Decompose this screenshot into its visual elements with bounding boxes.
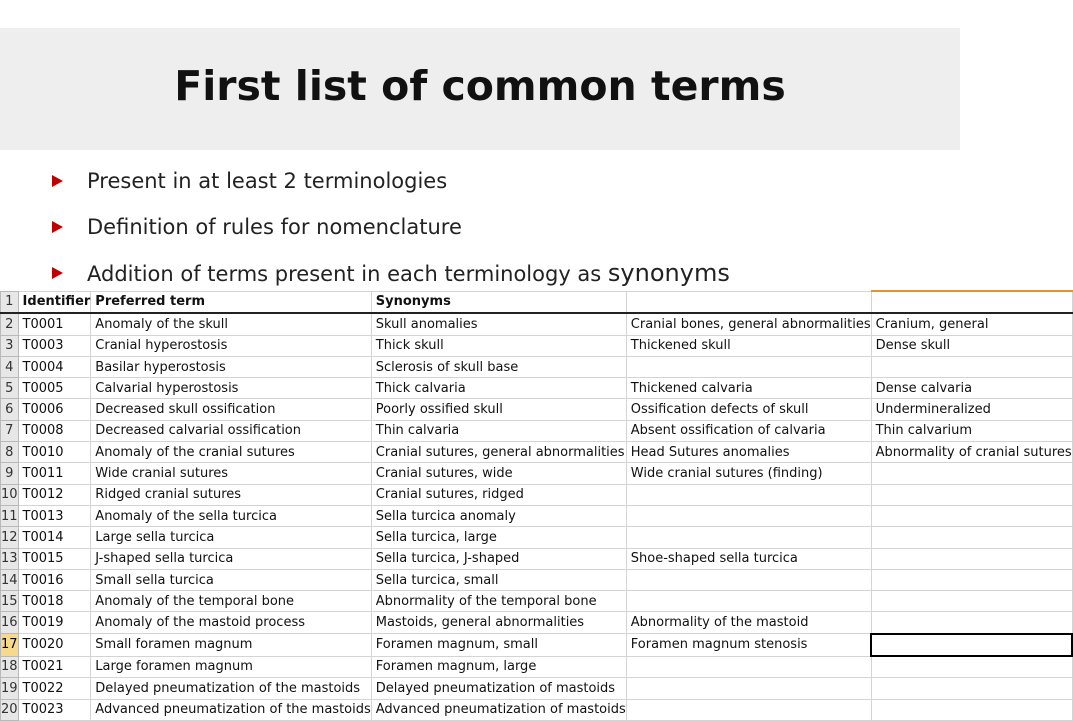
table-row [1, 569, 1073, 590]
cell-synonym-3[interactable] [871, 591, 1072, 612]
cell-synonym-3[interactable] [871, 656, 1072, 678]
table-row [1, 527, 1073, 548]
table-row [1, 484, 1073, 505]
cell-synonym-2[interactable]: Wide cranial sutures (finding) [626, 463, 871, 484]
cell-synonym-1[interactable]: Sella turcica, small [371, 569, 626, 590]
cell-synonym-2[interactable] [626, 505, 871, 526]
row-number[interactable]: 8 [1, 442, 19, 463]
cell-identifier[interactable]: T0011 [18, 463, 91, 484]
cell-synonym-3[interactable] [871, 678, 1072, 699]
cell-synonym-1[interactable]: Abnormality of the temporal bone [371, 591, 626, 612]
header-row [1, 291, 1073, 313]
cell-identifier[interactable]: T0008 [18, 420, 91, 441]
cell-preferred-term[interactable]: Ridged cranial sutures [91, 484, 371, 505]
bullet-text: Present in at least 2 terminologies [87, 169, 448, 193]
row-number[interactable]: 2 [1, 313, 19, 335]
cell-preferred-term[interactable]: Wide cranial sutures [91, 463, 371, 484]
row-number[interactable]: 20 [1, 699, 19, 720]
cell-synonym-3[interactable] [871, 484, 1072, 505]
table-row [1, 420, 1073, 441]
cell-synonym-2[interactable]: Thickened skull [626, 335, 871, 356]
bullet-text-main: Addition of terms present in each terminology as [87, 262, 608, 286]
cell-preferred-term[interactable]: Anomaly of the temporal bone [91, 591, 371, 612]
cell-synonym-3[interactable]: Dense skull [871, 335, 1072, 356]
cell-identifier[interactable]: T0001 [18, 313, 91, 335]
table-row [1, 656, 1073, 678]
cell-preferred-term[interactable]: J-shaped sella turcica [91, 548, 371, 569]
cell-preferred-term[interactable]: Basilar hyperostosis [91, 356, 371, 377]
header-cell-identifier[interactable]: Identifier [18, 291, 91, 313]
cell-preferred-term[interactable]: Cranial hyperostosis [91, 335, 371, 356]
cell-preferred-term[interactable]: Anomaly of the cranial sutures [91, 442, 371, 463]
cell-synonym-1[interactable]: Advanced pneumatization of mastoids [371, 699, 626, 720]
cell-synonym-3[interactable] [871, 634, 1072, 656]
table-row [1, 442, 1073, 463]
row-number[interactable]: 11 [1, 505, 19, 526]
bullet-item [52, 204, 730, 250]
cell-synonym-2[interactable]: Foramen magnum stenosis [626, 634, 871, 656]
cell-synonym-3[interactable] [871, 505, 1072, 526]
slide-title: First list of common terms [174, 62, 786, 110]
header-cell-synonym-1[interactable]: Synonyms [371, 291, 626, 313]
table-row [1, 591, 1073, 612]
cell-identifier[interactable]: T0023 [18, 699, 91, 720]
table-row [1, 463, 1073, 484]
cell-synonym-1[interactable]: Sella turcica anomaly [371, 505, 626, 526]
cell-synonym-3[interactable] [871, 569, 1072, 590]
header-cell-preferred-term[interactable]: Preferred term [91, 291, 371, 313]
row-number[interactable]: 3 [1, 335, 19, 356]
bullet-arrow-icon [52, 267, 63, 279]
cell-synonym-3[interactable] [871, 699, 1072, 720]
cell-synonym-1[interactable]: Thick calvaria [371, 378, 626, 399]
cell-synonym-2[interactable]: Abnormality of the mastoid [626, 612, 871, 634]
bullet-list [52, 158, 730, 296]
cell-synonym-2[interactable]: Ossification defects of skull [626, 399, 871, 420]
cell-synonym-1[interactable]: Sella turcica, large [371, 527, 626, 548]
bullet-arrow-icon [52, 175, 63, 187]
cell-preferred-term[interactable]: Calvarial hyperostosis [91, 378, 371, 399]
cell-identifier[interactable]: T0016 [18, 569, 91, 590]
row-number[interactable]: 17 [1, 634, 19, 656]
cell-preferred-term[interactable]: Decreased skull ossification [91, 399, 371, 420]
cell-preferred-term[interactable]: Anomaly of the sella turcica [91, 505, 371, 526]
cell-synonym-2[interactable] [626, 656, 871, 678]
cell-synonym-1[interactable]: Poorly ossified skull [371, 399, 626, 420]
table-row [1, 313, 1073, 335]
cell-synonym-3[interactable] [871, 612, 1072, 634]
cell-synonym-2[interactable] [626, 591, 871, 612]
row-number[interactable]: 15 [1, 591, 19, 612]
bullet-text-emphasis: synonyms [607, 259, 730, 287]
cell-synonym-3[interactable] [871, 356, 1072, 377]
cell-identifier[interactable]: T0004 [18, 356, 91, 377]
row-number[interactable]: 13 [1, 548, 19, 569]
cell-preferred-term[interactable]: Large sella turcica [91, 527, 371, 548]
cell-synonym-2[interactable] [626, 699, 871, 720]
cell-synonym-3[interactable] [871, 527, 1072, 548]
cell-preferred-term[interactable]: Decreased calvarial ossification [91, 420, 371, 441]
cell-identifier[interactable]: T0012 [18, 484, 91, 505]
cell-synonym-1[interactable]: Thin calvaria [371, 420, 626, 441]
row-number[interactable]: 10 [1, 484, 19, 505]
cell-identifier[interactable]: T0006 [18, 399, 91, 420]
row-number[interactable]: 5 [1, 378, 19, 399]
cell-identifier[interactable]: T0018 [18, 591, 91, 612]
cell-synonym-1[interactable]: Cranial sutures, general abnormalities [371, 442, 626, 463]
cell-identifier[interactable]: T0003 [18, 335, 91, 356]
cell-identifier[interactable]: T0022 [18, 678, 91, 699]
table-row [1, 356, 1073, 377]
row-number[interactable]: 1 [1, 291, 19, 313]
table-row [1, 378, 1073, 399]
row-number[interactable]: 9 [1, 463, 19, 484]
cell-synonym-1[interactable]: Cranial sutures, wide [371, 463, 626, 484]
header-cell-synonym-2[interactable] [626, 291, 871, 313]
bullet-arrow-icon [52, 221, 63, 233]
row-number[interactable]: 4 [1, 356, 19, 377]
row-number[interactable]: 14 [1, 569, 19, 590]
cell-synonym-1[interactable]: Mastoids, general abnormalities [371, 612, 626, 634]
bullet-text: Definition of rules for nomenclature [87, 215, 462, 239]
cell-synonym-2[interactable] [626, 356, 871, 377]
table-row [1, 335, 1073, 356]
spreadsheet-grid [0, 290, 1073, 721]
cell-identifier[interactable]: T0014 [18, 527, 91, 548]
cell-preferred-term[interactable]: Small sella turcica [91, 569, 371, 590]
cell-synonym-2[interactable] [626, 484, 871, 505]
cell-synonym-2[interactable]: Cranial bones, general abnormalities [626, 313, 871, 335]
row-number[interactable]: 18 [1, 656, 19, 678]
cell-preferred-term[interactable]: Large foramen magnum [91, 656, 371, 678]
cell-synonym-1[interactable]: Sella turcica, J-shaped [371, 548, 626, 569]
cell-identifier[interactable]: T0015 [18, 548, 91, 569]
cell-preferred-term[interactable]: Small foramen magnum [91, 634, 371, 656]
row-number[interactable]: 12 [1, 527, 19, 548]
cell-synonym-1[interactable]: Delayed pneumatization of mastoids [371, 678, 626, 699]
row-number[interactable]: 16 [1, 612, 19, 634]
cell-preferred-term[interactable]: Advanced pneumatization of the mastoids [91, 699, 371, 720]
row-number[interactable]: 7 [1, 420, 19, 441]
cell-synonym-3[interactable]: Dense calvaria [871, 378, 1072, 399]
cell-synonym-1[interactable]: Thick skull [371, 335, 626, 356]
table-row [1, 678, 1073, 699]
table-row [1, 548, 1073, 569]
cell-synonym-2[interactable] [626, 569, 871, 590]
cell-synonym-2[interactable] [626, 678, 871, 699]
cell-synonym-1[interactable]: Foramen magnum, small [371, 634, 626, 656]
row-number[interactable]: 6 [1, 399, 19, 420]
table-row [1, 612, 1073, 634]
bullet-item [52, 158, 730, 204]
cell-synonym-2[interactable]: Shoe-shaped sella turcica [626, 548, 871, 569]
cell-synonym-3[interactable] [871, 463, 1072, 484]
row-number[interactable]: 19 [1, 678, 19, 699]
cell-synonym-1[interactable]: Sclerosis of skull base [371, 356, 626, 377]
cell-identifier[interactable]: T0021 [18, 656, 91, 678]
cell-synonym-3[interactable] [871, 548, 1072, 569]
cell-identifier[interactable]: T0019 [18, 612, 91, 634]
cell-synonym-3[interactable]: Cranium, general [871, 313, 1072, 335]
cell-synonym-1[interactable]: Cranial sutures, ridged [371, 484, 626, 505]
cell-preferred-term[interactable]: Anomaly of the mastoid process [91, 612, 371, 634]
table-row [1, 399, 1073, 420]
cell-synonym-1[interactable]: Skull anomalies [371, 313, 626, 335]
cell-synonym-3[interactable]: Thin calvarium [871, 420, 1072, 441]
header-cell-synonym-3[interactable] [871, 291, 1072, 313]
cell-synonym-3[interactable]: Undermineralized [871, 399, 1072, 420]
cell-synonym-2[interactable] [626, 527, 871, 548]
spreadsheet [0, 290, 1072, 720]
cell-preferred-term[interactable]: Delayed pneumatization of the mastoids [91, 678, 371, 699]
cell-synonym-3[interactable]: Abnormality of cranial sutures [871, 442, 1072, 463]
cell-synonym-2[interactable]: Absent ossification of calvaria [626, 420, 871, 441]
bullet-text [87, 259, 730, 287]
cell-synonym-2[interactable]: Head Sutures anomalies [626, 442, 871, 463]
cell-synonym-2[interactable]: Thickened calvaria [626, 378, 871, 399]
table-row [1, 634, 1073, 656]
cell-synonym-1[interactable]: Foramen magnum, large [371, 656, 626, 678]
table-row [1, 505, 1073, 526]
cell-identifier[interactable]: T0013 [18, 505, 91, 526]
cell-identifier[interactable]: T0020 [18, 634, 91, 656]
table-row [1, 699, 1073, 720]
cell-preferred-term[interactable]: Anomaly of the skull [91, 313, 371, 335]
cell-identifier[interactable]: T0010 [18, 442, 91, 463]
cell-identifier[interactable]: T0005 [18, 378, 91, 399]
